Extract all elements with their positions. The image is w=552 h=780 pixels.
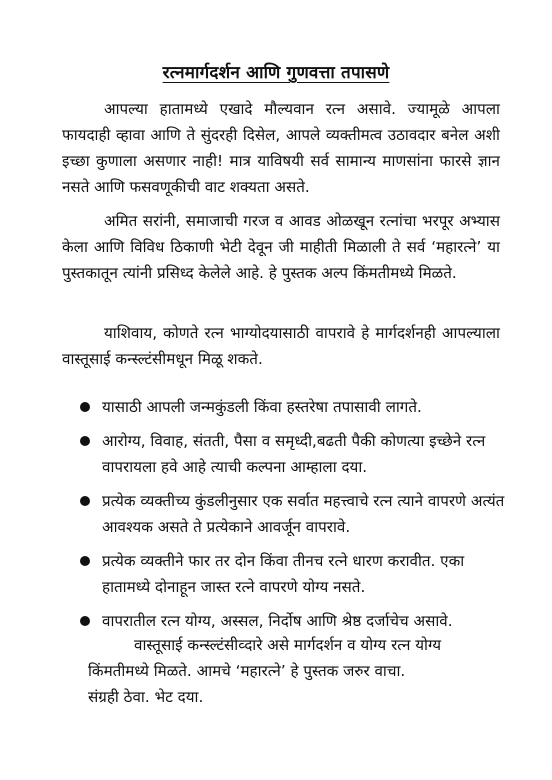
list-item xyxy=(80,488,510,540)
bullet-icon xyxy=(80,402,90,412)
paragraph-about-book: अमित सरांनी, समाजाची गरज व आवड ओळखून रत्नांचा भरपूर अभ्यास केला आणि विविध ठिकाणी भेटी देवून जी माहीती मिळाली ते सर्व ‘महारत्ने’ या पुस्तकातून त्यांनी प्रसिध्द केलेले आहे. हे पुस्तक अल्प किंमतीमध्ये मिळते. xyxy=(62,212,500,282)
page-title: रत्नमार्गदर्शन आणि गुणवत्ता तपासणे xyxy=(162,63,390,83)
list-item-text: यासाठी आपली जन्मकुंडली किंवा हस्तरेषा तपासावी लागते. xyxy=(102,398,422,416)
list-item-text: प्रत्येक व्यक्तीच्य कुंडलीनुसार एक सर्वात महत्त्वाचे रत्न त्याने वापरणे अत्यंत आवश्यक असते ते प्रत्येकाने आवर्जून वापरावे. xyxy=(102,492,505,536)
list-item xyxy=(80,608,510,634)
list-item xyxy=(80,548,510,600)
list-item-text: आरोग्य, विवाह, संतती, पैसा व समृध्दी,बढती पैकी कोणत्या इच्छेने रत्न वापरायला हवे आहे त्याची कल्पना आम्हाला दया. xyxy=(102,432,486,476)
closing-line-1: वास्तूसाई कन्स्ल्टंसीव्दारे असे मार्गदर्शन व योग्य रत्न योग्य xyxy=(134,636,442,654)
bullet-icon xyxy=(80,496,90,506)
closing-line-2: किंमतीमध्ये मिळते. आमचे ‘महारत्ने’ हे पुस्तक जरुर वाचा. xyxy=(88,662,406,680)
bullet-icon xyxy=(80,616,90,626)
list-item xyxy=(80,428,510,480)
bullet-list xyxy=(80,394,510,642)
closing-line-3: संग्रही ठेवा. भेट दया. xyxy=(88,688,204,706)
list-item-text: प्रत्येक व्यक्तीने फार तर दोन किंवा तीनच रत्ने धारण करावीत. एका हातामध्ये दोनाहून जास्त रत्ने वापरणे योग्य नसते. xyxy=(102,552,465,596)
list-item xyxy=(80,394,510,420)
paragraph-intro: आपल्या हातामध्ये एखादे मौल्यवान रत्न असावे. ज्यामूळे आपला फायदाही व्हावा आणि ते सुंदरही दिसेल, आपले व्यक्तीमत्व उठावदार बनेल अशी इच्छा कुणाला असणार नाही! मात्र याविषयी सर्व सामान्य माणसांना फारसे ज्ञान नसते आणि फसवणूकीची वाट शक्यता असते. xyxy=(62,100,500,196)
bullet-icon xyxy=(80,556,90,566)
bullet-icon xyxy=(80,436,90,446)
list-item-text: वापरातील रत्न योग्य, अस्सल, निर्दोष आणि श्रेष्ठ दर्जाचेच असावे. xyxy=(102,612,453,630)
paragraph-guidance: याशिवाय, कोणते रत्न भाग्योदयासाठी वापरावे हे मार्गदर्शनही आपल्याला वास्तूसाई कन्स्ल्टंसीमधून मिळू शकते. xyxy=(62,324,500,368)
closing-paragraph xyxy=(88,632,508,710)
